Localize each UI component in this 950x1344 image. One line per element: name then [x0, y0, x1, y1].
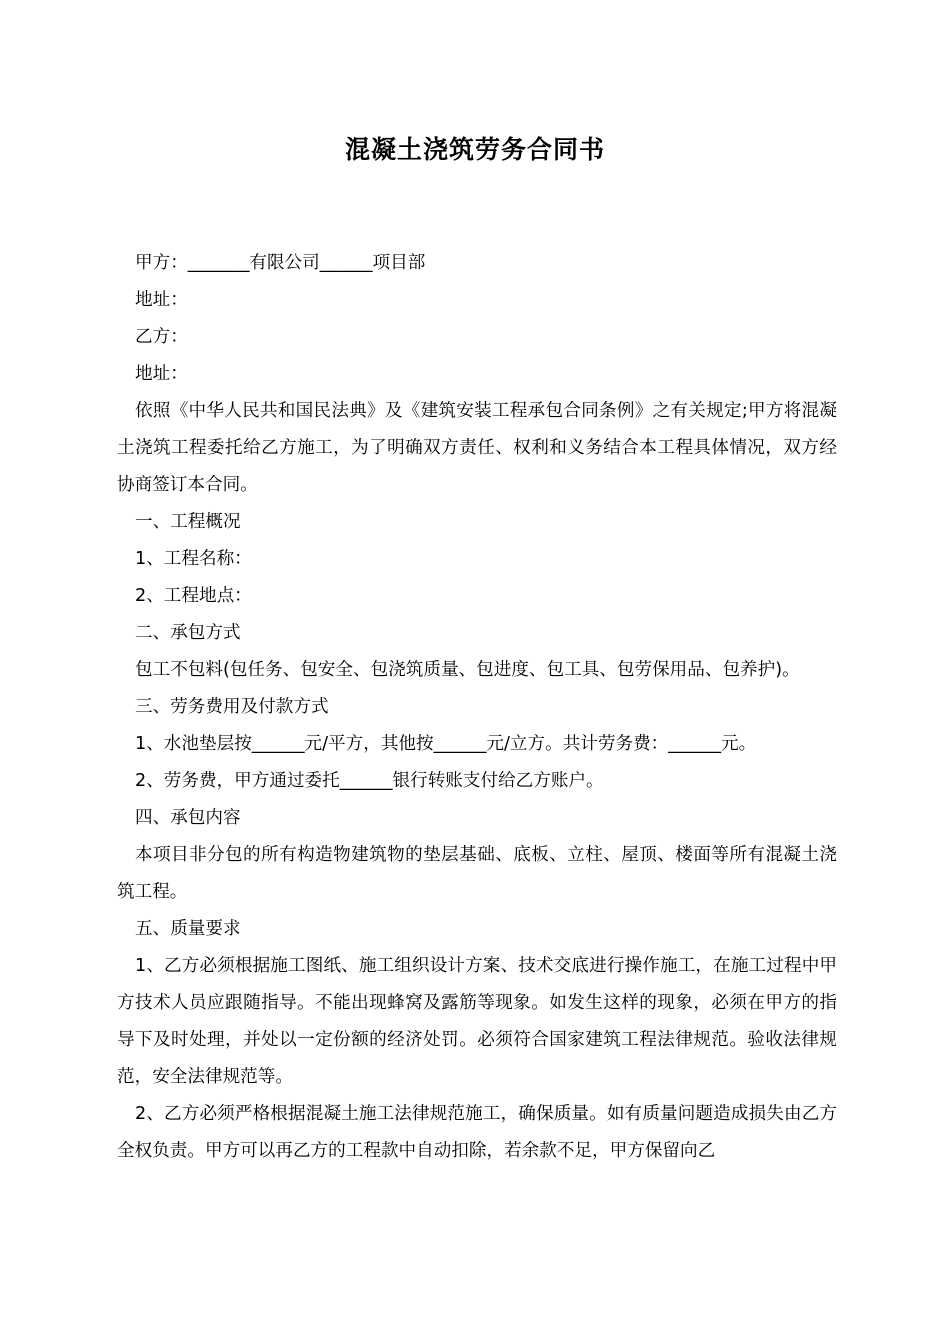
- contract-method-paragraph: 包工不包料(包任务、包安全、包浇筑质量、包进度、包工具、包劳保用品、包养护)。: [135, 660, 800, 680]
- project-location-line: 2、工程地点：: [135, 586, 252, 606]
- section-heading-fees-payment: 三、劳务费用及付款方式: [135, 697, 329, 717]
- fees-line-1: 1、水池垫层按______元/平方，其他按______元/立方。共计劳务费：______元。: [135, 734, 757, 754]
- document-title: 混凝土浇筑劳务合同书: [344, 135, 605, 164]
- contract-content-paragraph: 本项目非分包的所有构造物建筑物的垫层基础、底板、立柱、屋顶、楼面等所有混凝土浇筑工程。: [117, 845, 837, 902]
- party-a-address: 地址：: [135, 290, 188, 310]
- section-heading-contract-method: 二、承包方式: [135, 623, 241, 643]
- party-a-line: 甲方：_______有限公司______项目部: [135, 253, 426, 273]
- section-heading-contract-content: 四、承包内容: [135, 808, 241, 828]
- party-b-address: 地址：: [135, 364, 188, 384]
- document-body: [117, 245, 837, 1170]
- section-heading-quality: 五、质量要求: [135, 919, 241, 939]
- quality-paragraph-1: 1、乙方必须根据施工图纸、施工组织设计方案、技术交底进行操作施工，在施工过程中甲方技术人员应跟随指导。不能出现蜂窝及露筋等现象。如发生这样的现象，必须在甲方的指导下及时处理，并处以一定份额的经济处罚。必须符合国家建筑工程法律规范。验收法律规范，安全法律规范等。: [117, 956, 837, 1087]
- quality-paragraph-2: 2、乙方必须严格根据混凝土施工法律规范施工，确保质量。如有质量问题造成损失由乙方全权负责。甲方可以再乙方的工程款中自动扣除，若余款不足，甲方保留向乙: [117, 1104, 837, 1161]
- party-b-line: 乙方：: [135, 327, 188, 347]
- preamble-paragraph: 依照《中华人民共和国民法典》及《建筑安装工程承包合同条例》之有关规定;甲方将混凝土浇筑工程委托给乙方施工，为了明确双方责任、权利和义务结合本工程具体情况，双方经协商签订本合同。: [117, 401, 837, 495]
- project-name-line: 1、工程名称：: [135, 549, 252, 569]
- section-heading-project-overview: 一、工程概况: [135, 512, 241, 532]
- fees-line-2: 2、劳务费，甲方通过委托______银行转账支付给乙方账户。: [135, 771, 604, 791]
